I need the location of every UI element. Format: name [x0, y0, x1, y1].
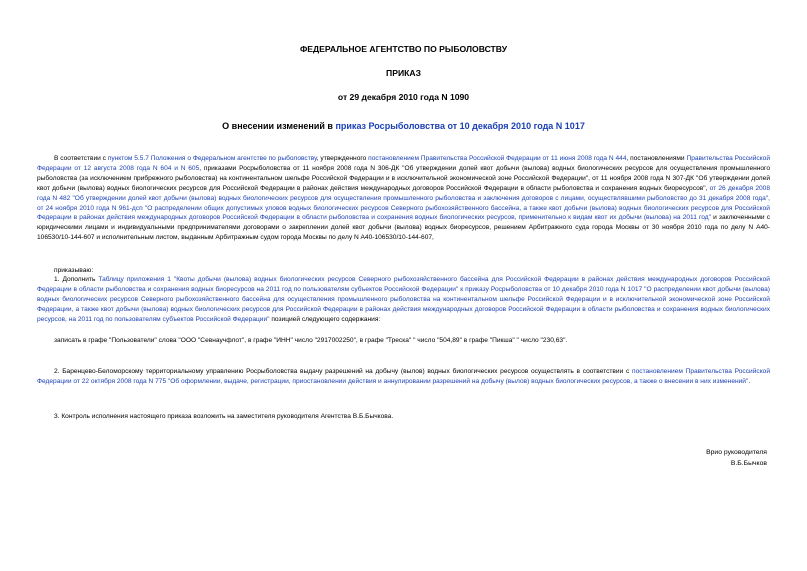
item-1-link[interactable]: Таблицу приложения 1 "Квоты добычи (вылова) водных биологических ресурсов Северного рыбохозяйственного бассейна для Российской Федерации в районах действия международных договоров Российской Федерации в области рыболовства и сохранения водных биоресурсов на 2011 год по пользователям субъектов Российской Федерации" к приказу Росрыболовства от 10 декабря 2010 года N 1017 "О распределении квот добычи (вылова) водных биологических ресурсов Северного рыбохозяйственного бассейна для осуществления промышленного рыболовства на континентальном шельфе Российской Федерации и в исключительной экономической зоне Российской Федерации, а также квот добычи (вылова) водных биологических ресурсов для Российской Федерации в районах действия международных договоров Российской Федерации в области рыболовства и сохранения водных биологических ресурсов, на 2011 год по пользователям субъектов Российской Федерации" [37, 276, 770, 323]
item-3-text: 3. Контроль исполнения настоящего приказа возложить на заместителя руководителя Агентства В.Б.Бычкова. [54, 413, 394, 420]
preamble-link-1[interactable]: пунктом 5.5.7 Положения о Федеральном агентстве по рыболовству [107, 155, 317, 162]
item-1-text-1: 1. Дополнить [54, 276, 99, 283]
item-3-paragraph [37, 412, 770, 422]
preamble-text-3: , постановлениями [626, 155, 687, 162]
preamble-text-1: В соответствии с [54, 155, 108, 162]
item-2-text-2: . [748, 377, 751, 385]
signature-role: Врио руководителя [706, 449, 767, 456]
item-1-text-2: позицией следующего содержания: [269, 315, 381, 323]
agency-name: ФЕДЕРАЛЬНОЕ АГЕНТСТВО ПО РЫБОЛОВСТВУ [299, 44, 508, 54]
insert-line [37, 336, 770, 346]
document-date-number: от 29 декабря 2010 года N 1090 [337, 92, 470, 102]
item-2-text-1: 2. Баренцево-Беломорскому территориальному управлению Росрыболовства выдачу разрешений на добычу (вылов) водных биологических ресурсов осуществлять в соответствии с [54, 368, 633, 375]
title-prefix: О внесении изменений в [222, 121, 336, 131]
item-2-paragraph [37, 367, 770, 387]
preamble-text-4: , приказами Росрыболовства от 11 ноября 2008 года N 306-ДК "Об утверждении долей квот добычи (вылова) водных биологических ресурсов для осуществления промышленного рыболовства (за исключением прибрежного рыболовства) на континентальном шельфе Российской Федерации и в исключительной экономической зоне Российской Федерации", от 11 ноября 2008 года N 307-ДК "Об утверждении долей квот добычи (вылова) водных биологических ресурсов для Российской Федерации в районах действия международных договоров Российской Федерации в области рыболовства и сохранения водных биоресурсов", [37, 164, 770, 192]
preamble-paragraph [37, 154, 770, 243]
item-1-paragraph [37, 275, 770, 325]
preamble-link-2[interactable]: постановлением Правительства Российской Федерации от 11 июня 2008 года N 444 [368, 155, 627, 162]
order-word-text: приказываю: [54, 267, 94, 274]
item-2-link[interactable]: постановлением Правительства Российской Федерации от 22 октября 2008 года N 775 "Об оформлении, выдаче, регистрации, приостановлении действия и аннулировании разрешений на добычу (вылов) водных биологических ресурсов, а также о внесении в них изменений" [37, 368, 770, 385]
preamble-text-2: , утвержденного [316, 155, 369, 162]
signature-name: В.Б.Бычков [730, 460, 767, 467]
preamble-text-5: и заключенными с юридическими лицами и индивидуальными предпринимателями договорами о закреплении долей квот добычи (вылова) водных биоресурсов, решением Арбитражного суда города Москвы от 30 ноября 2010 года по делу N А40-106530/10-144-607 и исполнительным листом, выданным Арбитражным судом города Москвы по делу N А40-106530/10-144-607, [37, 214, 770, 242]
preamble-link-4[interactable]: от 26 декабря 2008 года N 482 "Об утверждении долей квот добычи (вылова) водных биологических ресурсов для осуществления промышленного рыболовства и заключения договоров с лицами, осуществлявшими рыболовство до 31 декабря 2008 года", от 24 ноября 2010 года N 961-дсп "О распределении общих допустимых уловов водных биологических ресурсов Северного рыбохозяйственного бассейна, а также квот добычи (вылова) водных биологических ресурсов для Российской Федерации в районах действия международных договоров Российской Федерации в области рыболовства и сохранения водных биологических ресурсов, применительно к видам квот их добычи (вылова) на 2011 год" [37, 184, 770, 222]
title-link[interactable]: приказ Росрыболовства от 10 декабря 2010 года N 1017 [335, 121, 585, 131]
document-title [0, 121, 807, 131]
insert-line-text: записать в графе "Пользователи" слова "ООО "Севнаучфлот", в графе "ИНН" число "2917002250", в графе "Треска" " число "504,89" в графе "Пикша" " число "230,63". [54, 337, 568, 344]
document-type: ПРИКАЗ [386, 68, 421, 78]
signature-block [706, 447, 767, 469]
preamble-link-3[interactable]: Правительства Российской Федерации от 12 августа 2008 года N 604 и N 605 [37, 155, 770, 172]
